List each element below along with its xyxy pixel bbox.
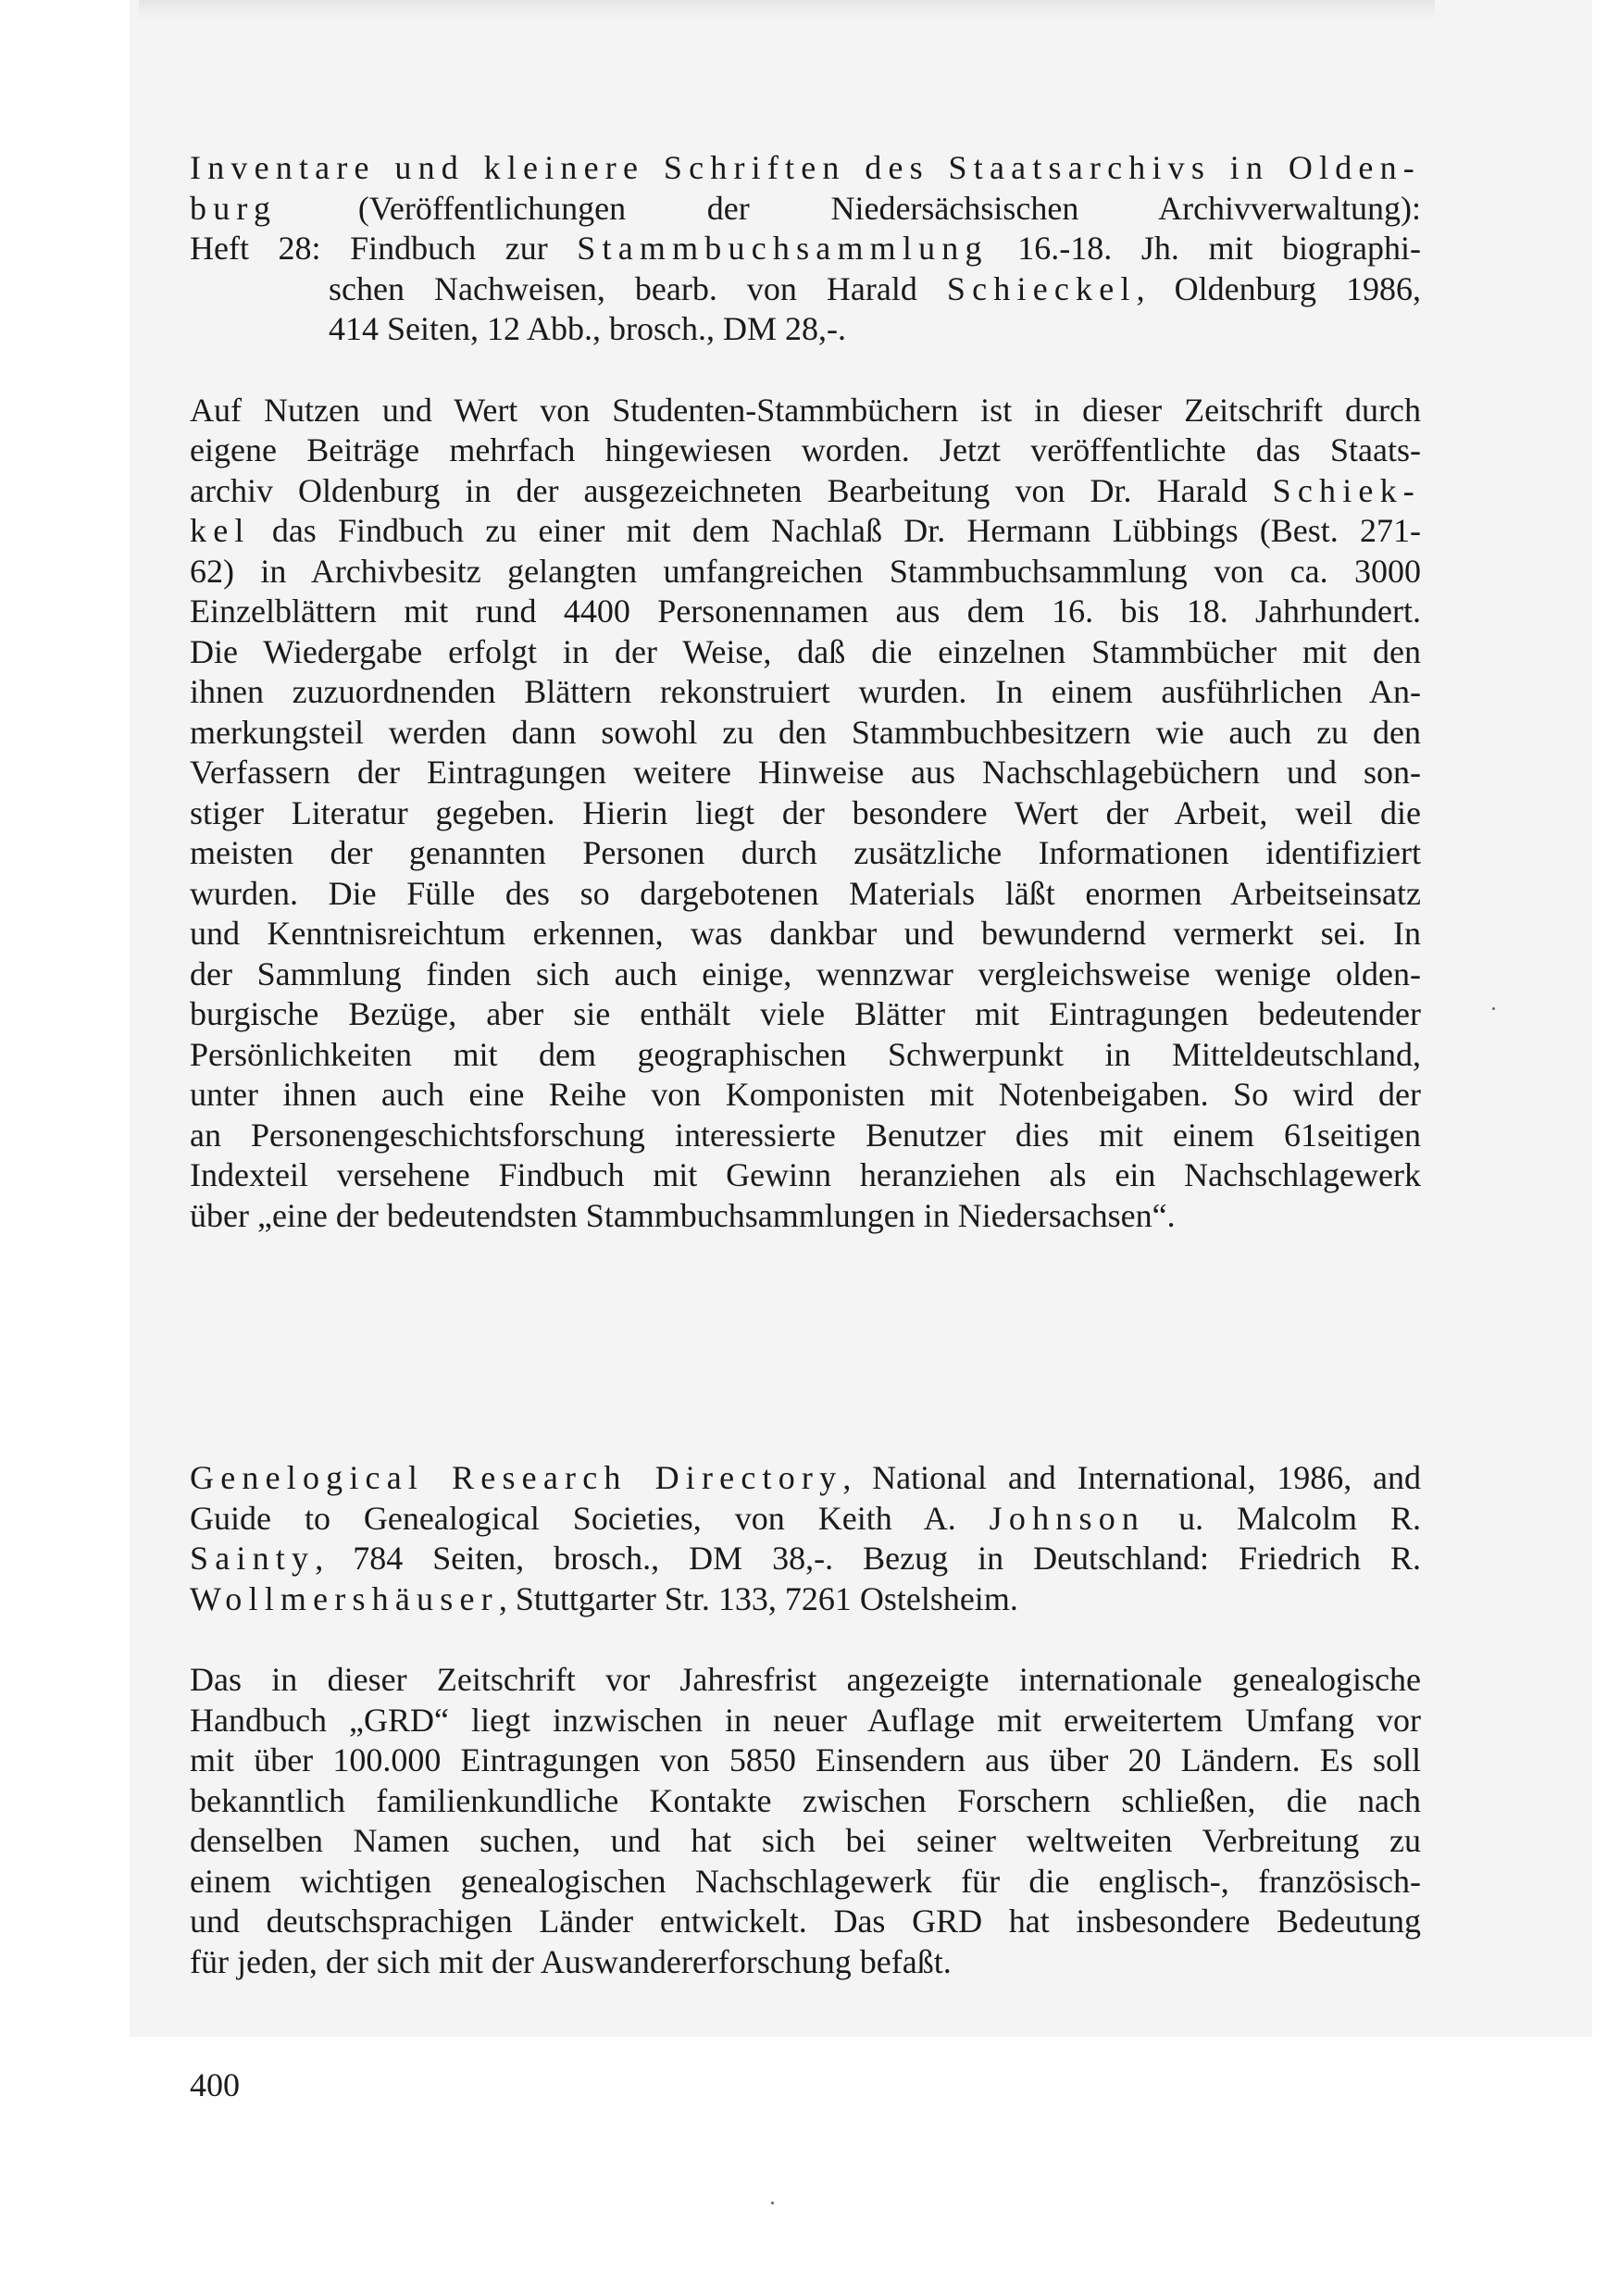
body-line: unter ihnen auch eine Reihe von Komponisten mit Notenbeigaben. So wird der xyxy=(190,1076,1421,1113)
body-line: stiger Literatur gegeben. Hierin liegt der besondere Wert der Arbeit, weil die xyxy=(190,793,1421,831)
review1-citation xyxy=(190,148,1421,350)
citation-line-1: Genelogical Research Directory, National and International, 1986, and xyxy=(190,1459,1422,1496)
citation-line-2: Guide to Genealogical Societies, von Keith A. Johnson u. Malcolm R. xyxy=(190,1499,1422,1537)
body-line: eigene Beiträge mehrfach hingewiesen worden. Jetzt veröffentlichte das Staats- xyxy=(190,431,1421,468)
body-line: Handbuch „GRD“ liegt inzwischen in neuer Auflage mit erweitertem Umfang vor xyxy=(190,1701,1421,1739)
citation-line-3: Sainty, 784 Seiten, brosch., DM 38,-. Bezug in Deutschland: Friedrich R. xyxy=(190,1540,1421,1577)
body-line: der Sammlung finden sich auch einige, wennzwar vergleichsweise wenige olden- xyxy=(190,955,1421,992)
citation-line-2: burg (Veröffentlichungen der Niedersächsischen Archivverwaltung): xyxy=(190,189,1421,227)
body-line: Indexteil versehene Findbuch mit Gewinn heranziehen als ein Nachschlagewerk xyxy=(190,1156,1421,1193)
citation-line-3: Heft 28: Findbuch zur Stammbuchsammlung 16.-18. Jh. mit biographi- xyxy=(190,230,1422,267)
body-line: meisten der genannten Personen durch zusätzliche Informationen identifiziert xyxy=(190,834,1421,871)
body-line: archiv Oldenburg in der ausgezeichneten Bearbeitung von Dr. Harald Schiek- xyxy=(190,471,1421,509)
scan-top-edge xyxy=(139,0,1435,20)
body-line: bekanntlich familienkundliche Kontakte zwischen Forschern schließen, die nach xyxy=(190,1781,1421,1819)
body-line: wurden. Die Fülle des so dargebotenen Materials läßt enormen Arbeitseinsatz xyxy=(190,874,1421,912)
body-line: für jeden, der sich mit der Auswandererforschung befaßt. xyxy=(190,1942,952,1980)
body-line: einem wichtigen genealogischen Nachschlagewerk für die englisch-, französisch- xyxy=(190,1862,1421,1900)
body-line: Auf Nutzen und Wert von Studenten-Stammbüchern ist in dieser Zeitschrift durch xyxy=(190,391,1421,429)
body-line: Die Wiedergabe erfolgt in der Weise, daß die einzelnen Stammbücher mit den xyxy=(190,632,1421,670)
body-line: Persönlichkeiten mit dem geographischen Schwerpunkt in Mitteldeutschland, xyxy=(190,1035,1421,1073)
body-line: ihnen zuzuordnenden Blättern rekonstruiert wurden. In einem ausführlichen An- xyxy=(190,673,1421,710)
body-line: mit über 100.000 Eintragungen von 5850 Einsendern aus über 20 Ländern. Es soll xyxy=(190,1741,1421,1778)
body-line: über „eine der bedeutendsten Stammbuchsammlungen in Niedersachsen“. xyxy=(190,1196,1176,1234)
review2-citation xyxy=(190,1458,1421,1619)
body-line: Einzelblättern mit rund 4400 Personennamen aus dem 16. bis 18. Jahrhundert. xyxy=(190,593,1421,630)
page-content xyxy=(190,148,1421,1982)
body-line: Das in dieser Zeitschrift vor Jahresfrist angezeigte internationale genealogische xyxy=(190,1661,1421,1698)
body-line: burgische Bezüge, aber sie enthält viele Blätter mit Eintragungen bedeutender xyxy=(190,995,1421,1032)
citation-line-4: Wollmershäuser, Stuttgarter Str. 133, 7261 Ostelsheim. xyxy=(190,1579,1018,1617)
body-line: 62) in Archivbesitz gelangten umfangreichen Stammbuchsammlung von ca. 3000 xyxy=(190,552,1421,590)
body-line: denselben Namen suchen, und hat sich bei seiner weltweiten Verbreitung zu xyxy=(190,1822,1421,1859)
body-line: Verfassern der Eintragungen weitere Hinweise aus Nachschlagebüchern und son- xyxy=(190,754,1421,791)
scan-speck xyxy=(771,2202,774,2204)
body-line: und deutschsprachigen Länder entwickelt. Das GRD hat insbesondere Bedeutung xyxy=(190,1903,1421,1940)
body-line: merkungsteil werden dann sowohl zu den Stammbuchbesitzern wie auch zu den xyxy=(190,713,1421,751)
body-line: kel das Findbuch zu einer mit dem Nachlaß Dr. Hermann Lübbings (Best. 271- xyxy=(190,512,1421,549)
scan-speck xyxy=(1492,1007,1495,1010)
citation-line-4: schen Nachweisen, bearb. von Harald Schieckel, Oldenburg 1986, xyxy=(329,269,1421,307)
page-number: 400 xyxy=(190,2066,240,2103)
review1-body xyxy=(190,391,1421,1237)
body-line: an Personengeschichtsforschung interessierte Benutzer dies mit einem 61seitigen xyxy=(190,1116,1421,1154)
citation-line-5: 414 Seiten, 12 Abb., brosch., DM 28,-. xyxy=(329,310,846,347)
review2-body xyxy=(190,1660,1421,1982)
body-line: und Kenntnisreichtum erkennen, was dankbar und bewundernd vermerkt sei. In xyxy=(190,915,1421,952)
citation-line-1: Inventare und kleinere Schriften des Staatsarchivs in Olden- xyxy=(190,149,1421,186)
